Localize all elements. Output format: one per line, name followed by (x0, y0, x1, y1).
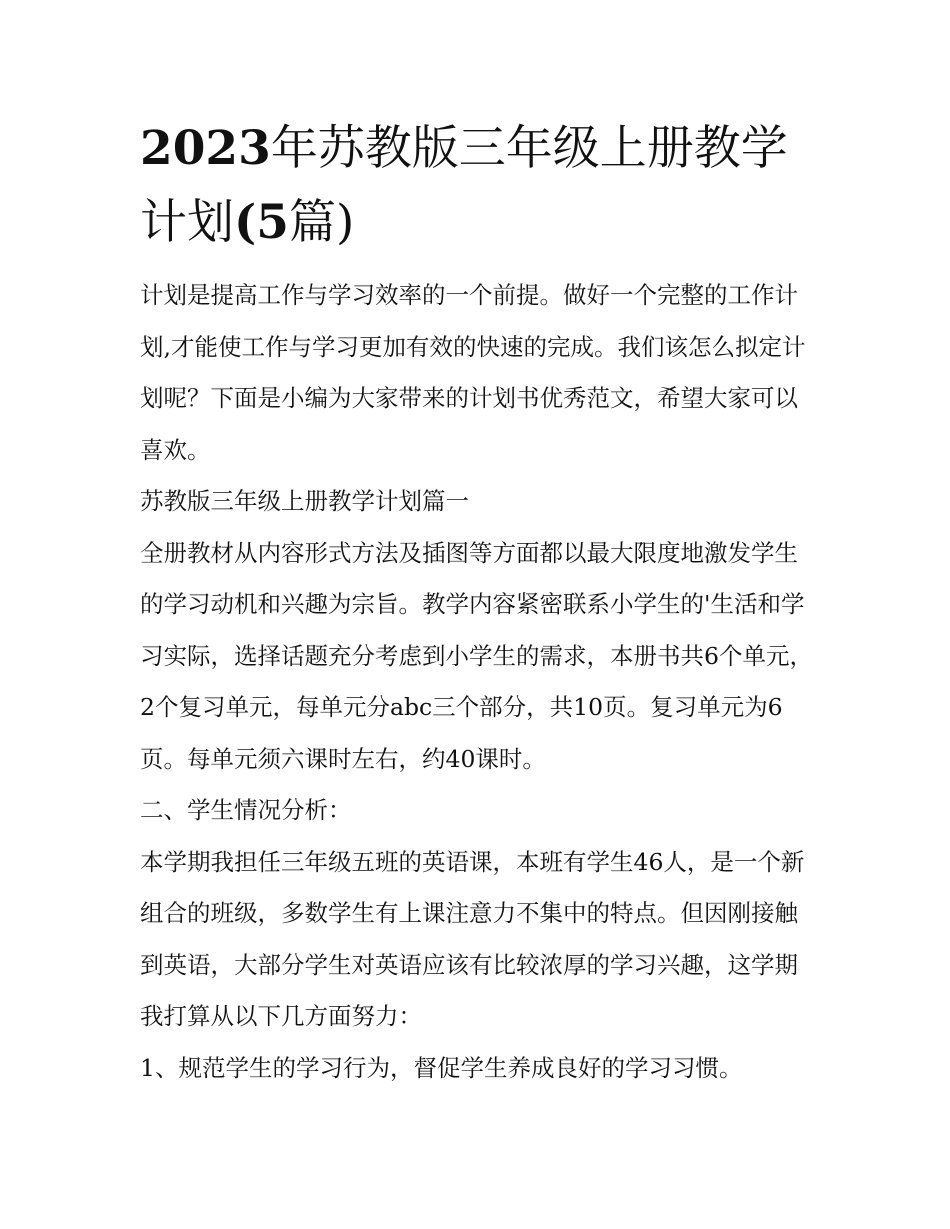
document-title (140, 112, 820, 260)
title-line-1-text: 年苏教版三年级上册教学 (270, 121, 788, 176)
title-line-2 (140, 186, 820, 260)
title-line-2-text: 篇) (288, 195, 355, 250)
title-line-2-pre: 计划 (140, 195, 234, 250)
intro-paragraph: 计划是提高工作与学习效率的一个前提。做好一个完整的工作计划,才能使工作与学习更加有效的快速的完成。我们该怎么拟定计划呢？下面是小编为大家带来的计划书优秀范文，希望大家可以喜欢。 (140, 281, 806, 464)
list-item-1: 1、规范学生的学习行为，督促学生养成良好的学习习惯。 (140, 1053, 743, 1082)
title-count: (5 (234, 195, 289, 250)
textbook-paragraph: 全册教材从内容形式方法及插图等方面都以最大限度地激发学生的学习动机和兴趣为宗旨。教学内容紧密联系小学生的'生活和学习实际，选择话题充分考虑到小学生的需求，本册书共6个单元，2个复习单元，每单元分abc三个部分，共10页。复习单元为6页。每单元须六课时左右，约40课时。 (140, 538, 813, 773)
title-year: 2023 (140, 121, 271, 176)
student-analysis-paragraph: 本学期我担任三年级五班的英语课，本班有学生46人，是一个新组合的班级，多数学生有上课注意力不集中的特点。但因刚接触到英语，大部分学生对英语应该有比较浓厚的学习兴趣，这学期我打算从以下几方面努力： (140, 847, 805, 1030)
title-line-1 (140, 112, 820, 186)
section-heading-part-1: 苏教版三年级上册教学计划篇一 (140, 487, 469, 515)
section-heading-student-analysis: 二、学生情况分析： (140, 796, 352, 824)
document-page (140, 112, 820, 1094)
document-body (140, 270, 820, 1094)
